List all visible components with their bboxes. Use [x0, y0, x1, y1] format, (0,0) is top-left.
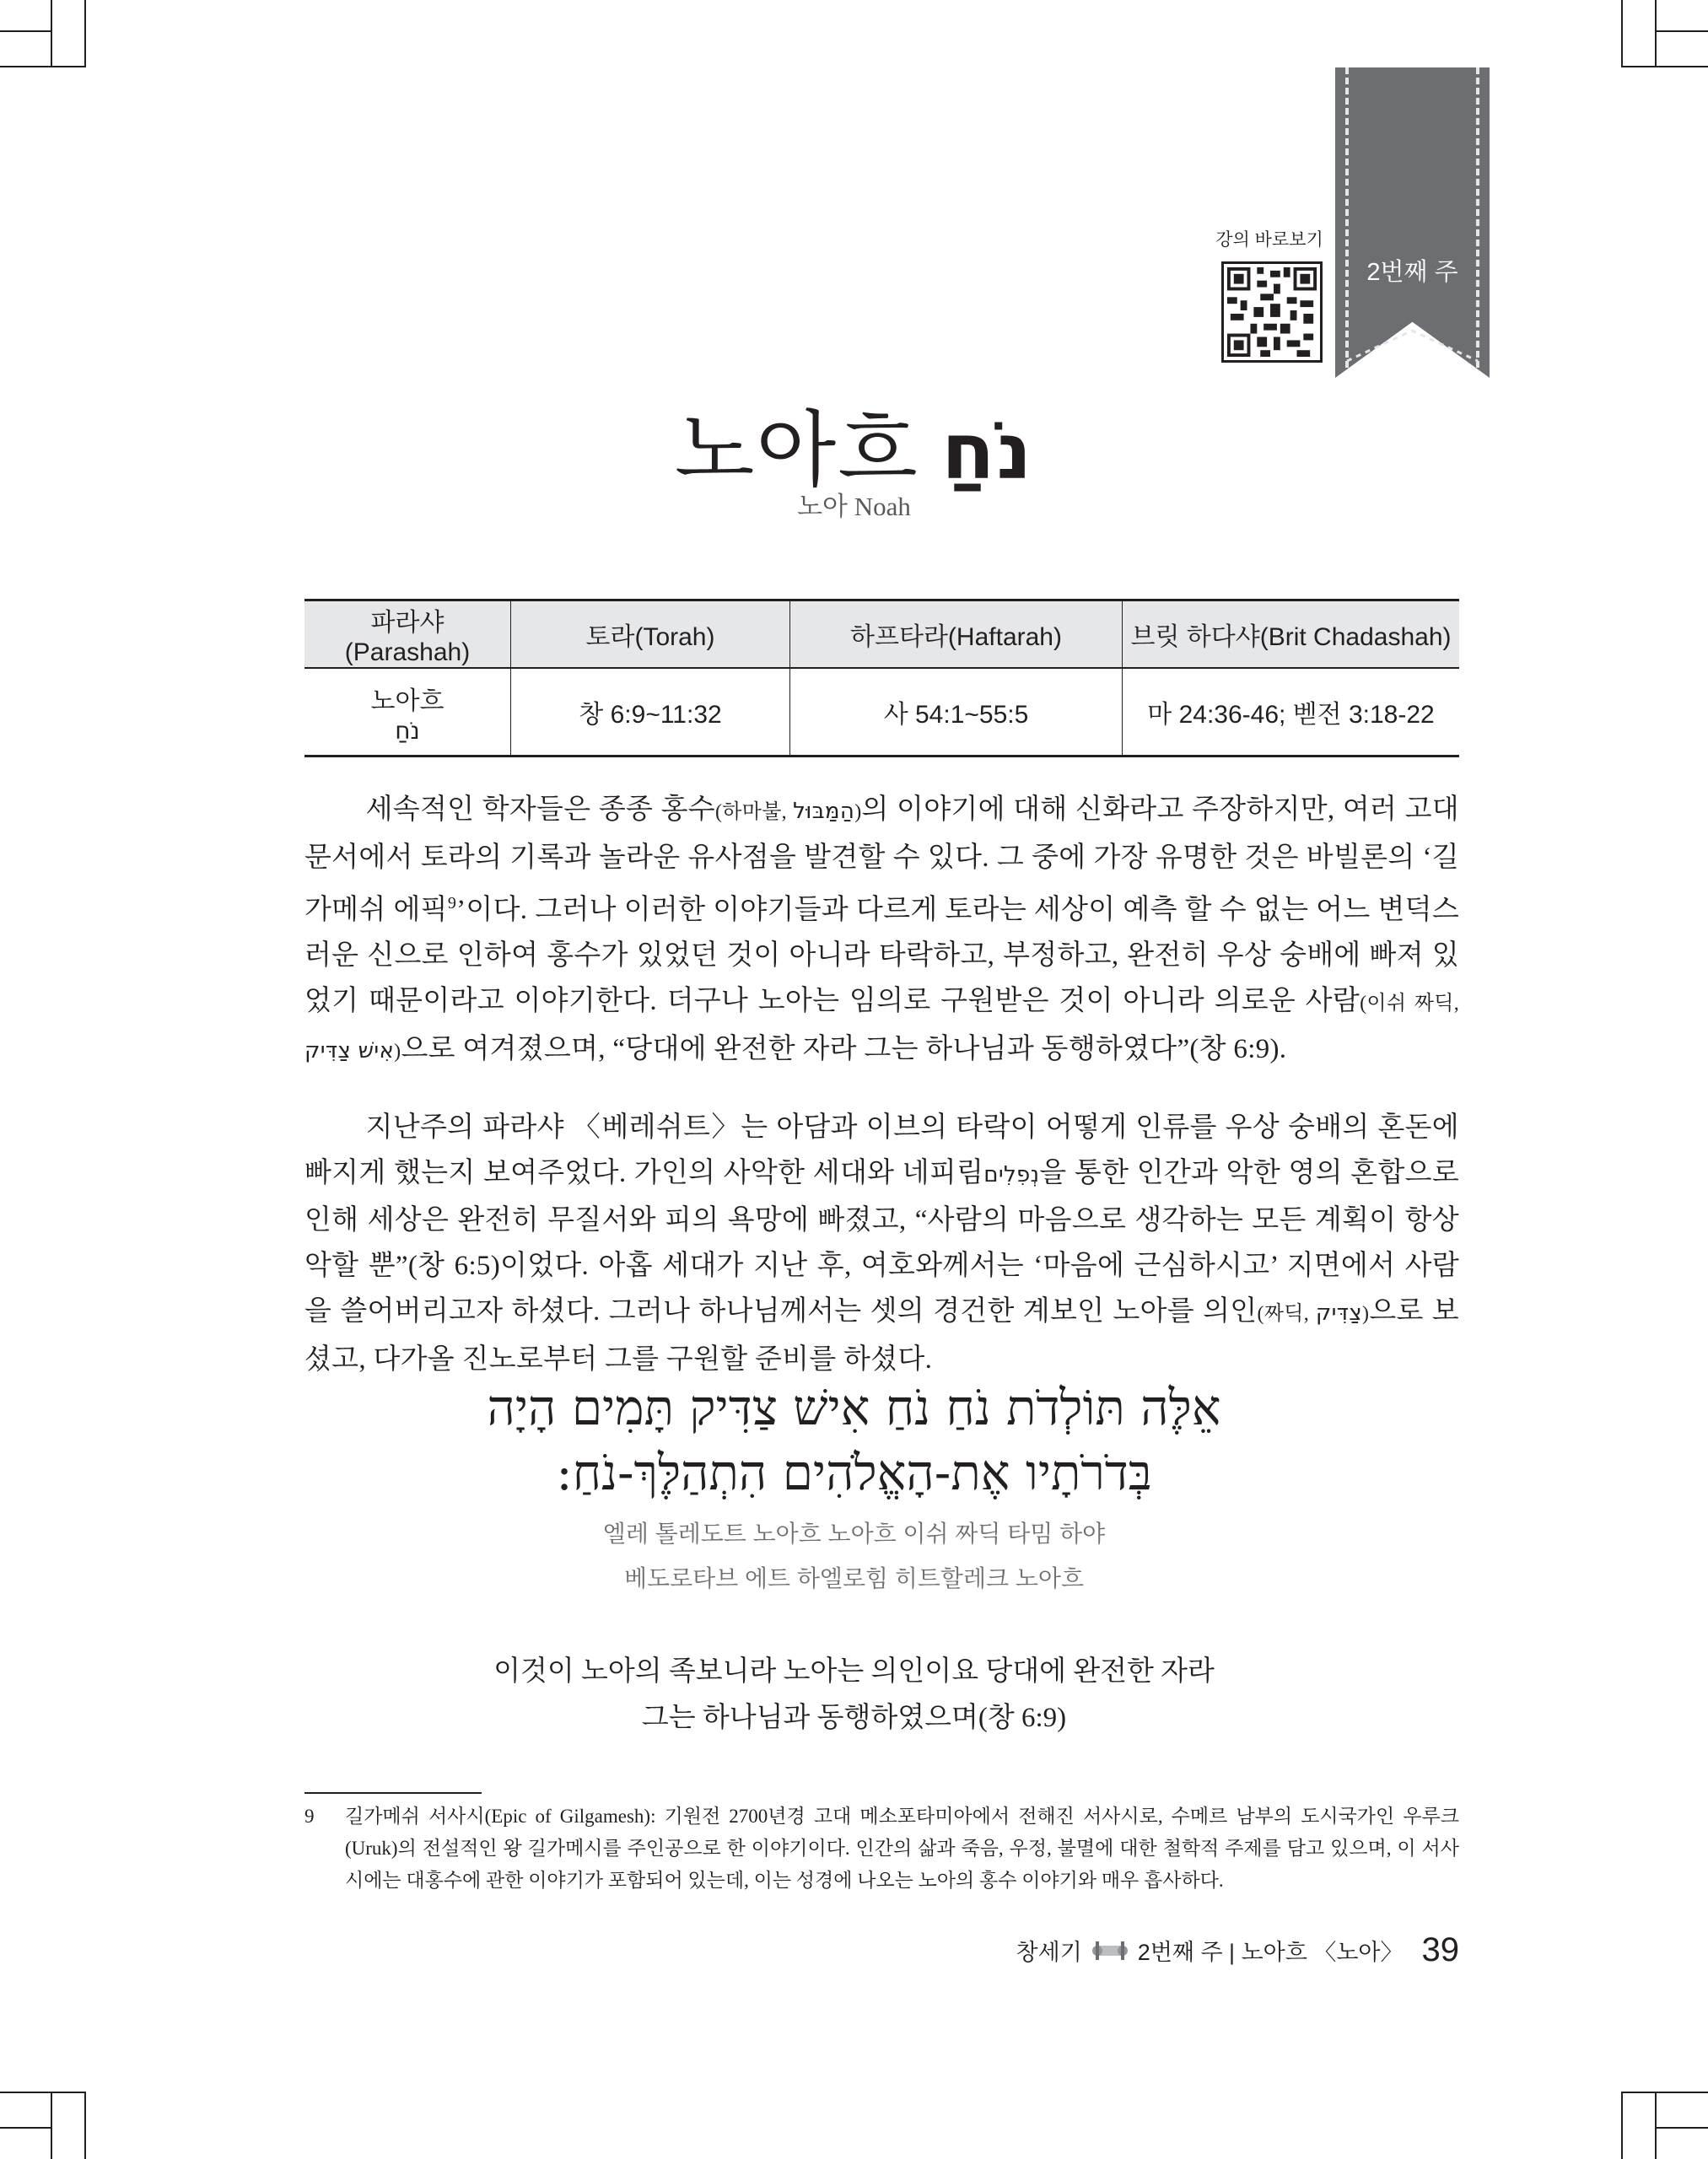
p2-hebrew-nephilim: נְפִלִים [983, 1162, 1040, 1187]
crop-mark [1657, 30, 1708, 32]
header-brit-chadashah: 브릿 하다샤(Brit Chadashah) [1123, 600, 1460, 669]
p1-small: (이쉬 짜딕, [1360, 993, 1460, 1015]
crop-mark [84, 0, 86, 67]
cell-torah: 창 6:9~11:32 [511, 668, 790, 756]
crop-mark [0, 2092, 84, 2093]
body-paragraph-2 [304, 1105, 1459, 1382]
verse-korean-line-2: 그는 하나님과 동행하였으며(창 6:9) [641, 1703, 1067, 1733]
crop-mark [1621, 0, 1623, 67]
crop-mark [1623, 66, 1708, 67]
crop-mark [0, 66, 84, 67]
footnote-number: 9 [304, 1806, 315, 1827]
p1-small: (하마불, [714, 801, 794, 823]
crop-mark [1655, 2092, 1657, 2159]
footnote-text: 길가메쉬 서사시(Epic of Gilgamesh): 기원전 2700년경 고대 메소포타미아에서 전해진 서사시로, 수메르 남부의 도시국가인 우루크(Uruk)의 전설적인 왕 길가메시를 주인공으로 한 이야기이다. 인간의 삶과 죽음, 우정, 불멸에 대한 철학적 주제를 담고 있으며, 이 서사시에는 대홍수에 관한 이야기가 포함되어 있는데, 이는 성경에 나오는 노아의 홍수 이야기와 매우 흡사하다. [345, 1806, 1459, 1891]
body-paragraph-1 [304, 787, 1459, 1074]
crop-mark [51, 0, 52, 67]
p2-text: 으로 보셨고, 다가올 진노로부터 그를 구원할 준비를 하셨다. [304, 1296, 1459, 1375]
p1-small: ) [854, 801, 862, 823]
table-row [304, 668, 1459, 756]
title-korean: 노아흐 [674, 406, 919, 497]
p1-hebrew-ish-tzaddik: אִישׁ צַדִּיק [304, 1038, 395, 1063]
parashah-korean: 노아흐 [370, 686, 445, 715]
crop-mark [0, 2127, 51, 2129]
verse-hebrew-line-2: בְּדֹרֹתָיו אֶת-הָאֱלֹהִים הִתְהַלֶּךְ-נֹחַ: [556, 1444, 1152, 1501]
p2-small: ) [1362, 1303, 1370, 1325]
header-parashah: 파라샤(Parashah) [304, 600, 511, 669]
reading-table [304, 599, 1459, 757]
crop-mark [51, 2092, 52, 2159]
header-torah: 토라(Torah) [511, 600, 790, 669]
qr-code-icon[interactable] [1221, 261, 1323, 363]
p2-text: 지난주의 파라샤 〈베레쉬트〉는 아담과 이브의 타락이 어떻게 인류를 우상 숭배의 혼돈에 빠지게 했는지 보여주었다. 가인의 사악한 세대와 네피림 [304, 1112, 1459, 1188]
verse-transliteration-line-2: 베도로타브 에트 하엘로힘 히트할레크 노아흐 [623, 1565, 1085, 1591]
cell-haftarah: 사 54:1~55:5 [790, 668, 1123, 756]
footer-book: 창세기 [1016, 1940, 1082, 1965]
p1-hebrew-hamabul: הַמַּבּוּל [793, 799, 855, 824]
footnote [304, 1801, 1459, 1897]
parashah-hebrew: נֹחַ [395, 716, 420, 745]
qr-label: 강의 바로보기 [1215, 230, 1323, 250]
page-subtitle: 노아 Noah [797, 492, 911, 521]
p1-text: ’이다. 그러나 이러한 이야기들과 다르게 토라는 세상이 예측 할 수 없는 어느 변덕스러운 신으로 인하여 홍수가 있었던 것이 아니라 타락하고, 부정하고, 완전히 우상 숭배에 빠져 있었기 때문이라고 이야기한다. 더구나 노아는 임의로 구원받은 것이 아니라 의로운 사람 [304, 895, 1459, 1016]
ribbon-chevron-stitch [1335, 320, 1490, 363]
cell-parashah [304, 668, 511, 756]
cell-brit-chadashah: 마 24:36-46; 벧전 3:18-22 [1147, 701, 1435, 729]
scroll-icon [1091, 1940, 1129, 1962]
crop-mark [0, 30, 51, 32]
p1-text: 세속적인 학자들은 종종 홍수 [365, 794, 715, 825]
footnote-rule [304, 1792, 482, 1794]
crop-mark [1623, 2092, 1708, 2093]
p2-text: 을 통한 인간과 악한 영의 혼합으로 인해 세상은 완전히 무질서와 피의 욕망에 빠졌고, “사람의 마음으로 생각하는 모든 계획이 항상 악할 뿐”(창 6:5)이었다. 아홉 세대가 지난 후, 여호와께서는 ‘마음에 근심하시고’ 지면에서 사람을 쓸어버리고자 하셨다. 그러나 하나님께서는 셋의 경건한 계보인 노아를 의인 [304, 1158, 1459, 1327]
table-header-row [304, 600, 1459, 669]
page-number: 39 [1421, 1931, 1459, 1968]
page-footer [1016, 1931, 1459, 1969]
verse-korean-line-1: 이것이 노아의 족보니라 노아는 의인이요 당대에 완전한 자라 [493, 1656, 1215, 1687]
p1-small: ) [394, 1041, 401, 1063]
crop-mark [1621, 2092, 1623, 2159]
p1-text: 으로 여겨졌으며, “당대에 완전한 자라 그는 하나님과 동행하였다”(창 6:9). [401, 1034, 1287, 1064]
footer-section: 2번째 주 | 노아흐 〈노아〉 [1137, 1940, 1404, 1965]
week-label: 2번째 주 [1366, 259, 1458, 286]
crop-mark [1655, 0, 1657, 67]
header-haftarah: 하프타라(Haftarah) [790, 600, 1123, 669]
verse-hebrew-line-1: אֵלֶּה תּוֹלְדֹת נֹחַ נֹחַ אִישׁ צַדִּיק תָּמִים הָיָה [487, 1379, 1221, 1436]
p2-small: (짜딕, [1257, 1303, 1316, 1325]
crop-mark [84, 2092, 86, 2159]
p2-hebrew-tzaddik: צַדִּיק [1315, 1300, 1363, 1326]
verse-transliteration-line-1: 엘레 톨레도트 노아흐 노아흐 이쉬 짜딕 타밈 하야 [602, 1521, 1106, 1547]
title-hebrew: נֹחַ [941, 406, 1034, 497]
p1-text: 의 이야기에 대해 신화라고 주장하지만, 여러 고대 문서에서 토라의 기록과 놀라운 유사점을 발견할 수 있다. 그 중에 가장 유명한 것은 바빌론의 ‘길가메쉬 에픽 [304, 794, 1459, 925]
crop-mark [1657, 2127, 1708, 2129]
footnote-ref[interactable]: 9 [447, 894, 457, 913]
